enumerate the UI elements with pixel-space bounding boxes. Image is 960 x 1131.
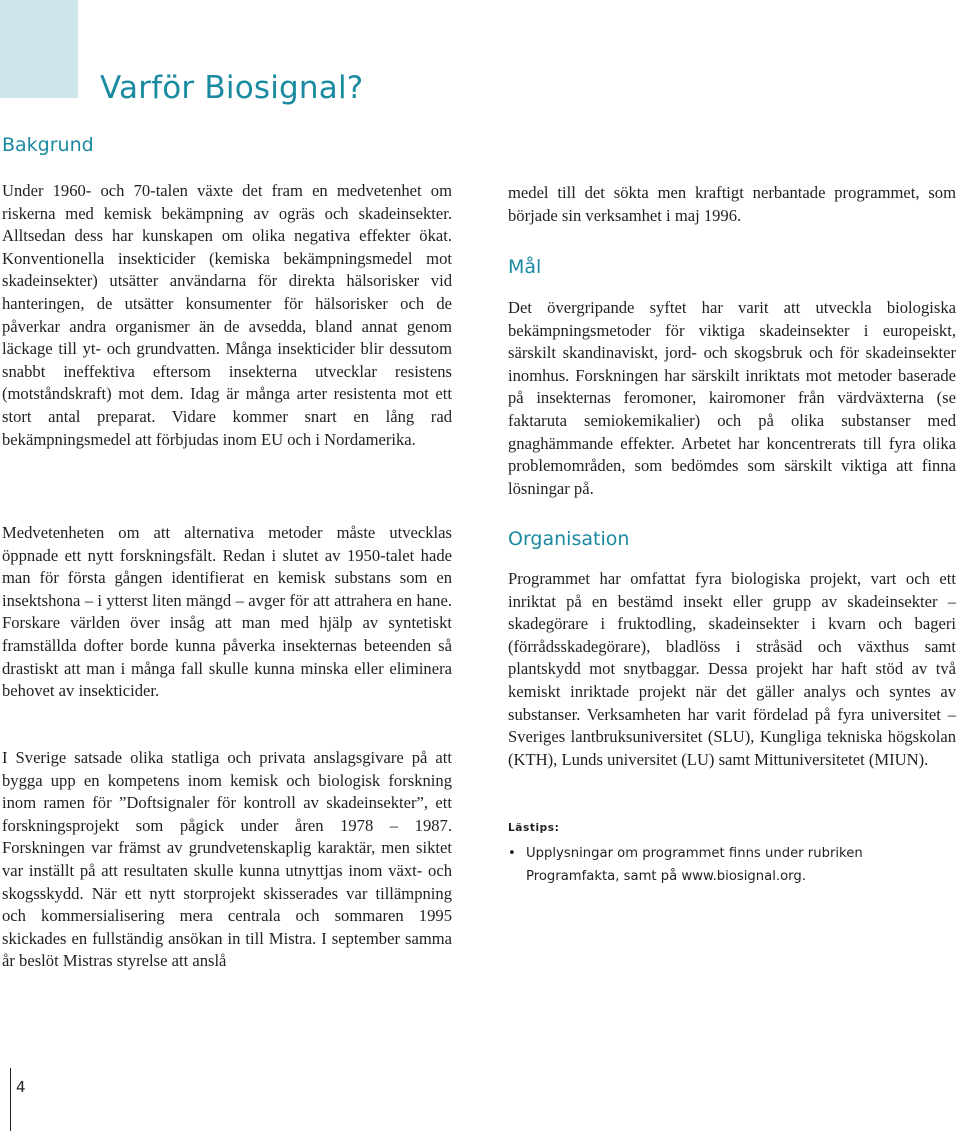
reading-tips-box [508, 822, 956, 888]
section-heading-mal: Mål [508, 256, 542, 278]
page-number: 4 [16, 1078, 26, 1096]
body-paragraph: Det övergripande syftet har varit att utveckla biologiska bekämpningsmetoder för viktiga skadeinsekter i europeiskt, särskilt skandinaviskt, jord- och skogsbruk och för skadeinsekter inomhus. Forskningen har särskilt inriktats mot metoder baserade på insekternas feromoner, kairomoner från värdväxterna (se faktaruta semiokemikalier) och på olika substanser med gnaghämmande effekter. Arbetet har koncentrerats till fyra olika problemområden, som bedömdes som särskilt viktiga att finna lösningar på. [508, 298, 956, 498]
section-heading-bakgrund: Bakgrund [2, 134, 94, 156]
page-title: Varför Biosignal? [100, 70, 364, 106]
reading-tips-label: Lästips: [508, 822, 560, 834]
body-paragraph: Programmet har omfattat fyra biologiska projekt, vart och ett inriktat på en bestämd insekt eller grupp av skadeinsekter – skadegörare i fruktodling, skadeinsekter i kvarn och bageri (förrådsskadegörare), bladlöss i stråsäd och växthus samt plantskydd mot snytbaggar. Dessa projekt har haft stöd av två kemiskt inriktade projekt när det gäller analys och syntes av substanser. Verksamheten har varit fördelad på fyra universitet – Sveriges lantbruksuniversitet (SLU), Kungliga tekniska högskolan (KTH), Lunds universitet (LU) samt Mittuniversitetet (MIUN). [508, 569, 956, 769]
page-number-rule [10, 1068, 11, 1131]
body-paragraph-continuation: medel till det sökta men kraftigt nerbantade programmet, som började sin verksamhet i maj 1996. [508, 183, 956, 225]
corner-color-block [0, 0, 78, 98]
body-paragraph: I Sverige satsade olika statliga och privata anslagsgivare på att bygga upp en kompetens inom kemisk och biologisk forskning inom ramen för ”Doftsignaler för kontroll av skadeinsekter”, ett forskningsprojekt som pågick under åren 1978 – 1987. Forskningen var främst av grundvetenskaplig karaktär, men siktet var inställt på att resultaten skulle kunna utnyttjas inom växt- och skogsskydd. När ett nytt storprojekt skisserades var tillämpning och kommersialisering mera centrala och sommaren 1995 skickades en fullständig ansökan in till Mistra. I september samma år beslöt Mistras styrelse att anslå [2, 748, 452, 971]
reading-tips-text: Upplysningar om programmet finns under rubriken Programfakta, samt på www.biosignal.org. [526, 846, 863, 884]
section-heading-organisation: Organisation [508, 528, 630, 550]
bullet-icon: • [508, 846, 516, 861]
body-paragraph: Under 1960- och 70-talen växte det fram en medvetenhet om riskerna med kemisk bekämpning av ogräs och skadeinsekter. Alltsedan dess har kunskapen om olika negativa effekter ökat. Konventionella insekticider (kemiska bekämpningsmedel mot skadeinsekter) utsätter användarna för direkta hälsorisker vid hanteringen, de utsätter konsumenter för hälsorisker och de påverkar andra organismer än de avsedda, bland annat genom läckage till yt- och grundvatten. Många insekticider blir dessutom snabbt ineffektiva eftersom insekterna utvecklar resistens (motståndskraft) mot dem. Idag är många arter resistenta mot ett stort antal preparat. Vidare kommer snart en lång rad bekämpningsmedel att förbjudas inom EU och i Nordamerika. [2, 181, 452, 449]
body-paragraph: Medvetenheten om att alternativa metoder måste utvecklas öppnade ett nytt forskningsfält. Redan i slutet av 1950-talet hade man för första gången identifierat en kemisk substans som en insektshona – i ytterst liten mängd – avger för att attrahera en hane. Forskare världen över insåg att man med hjälp av syntetiskt framställda dofter borde kunna påverka insekternas beteenden så drastiskt att man i många fall skulle kunna minska eller eliminera behovet av insekticider. [2, 523, 452, 701]
reading-tips-item [508, 843, 956, 888]
